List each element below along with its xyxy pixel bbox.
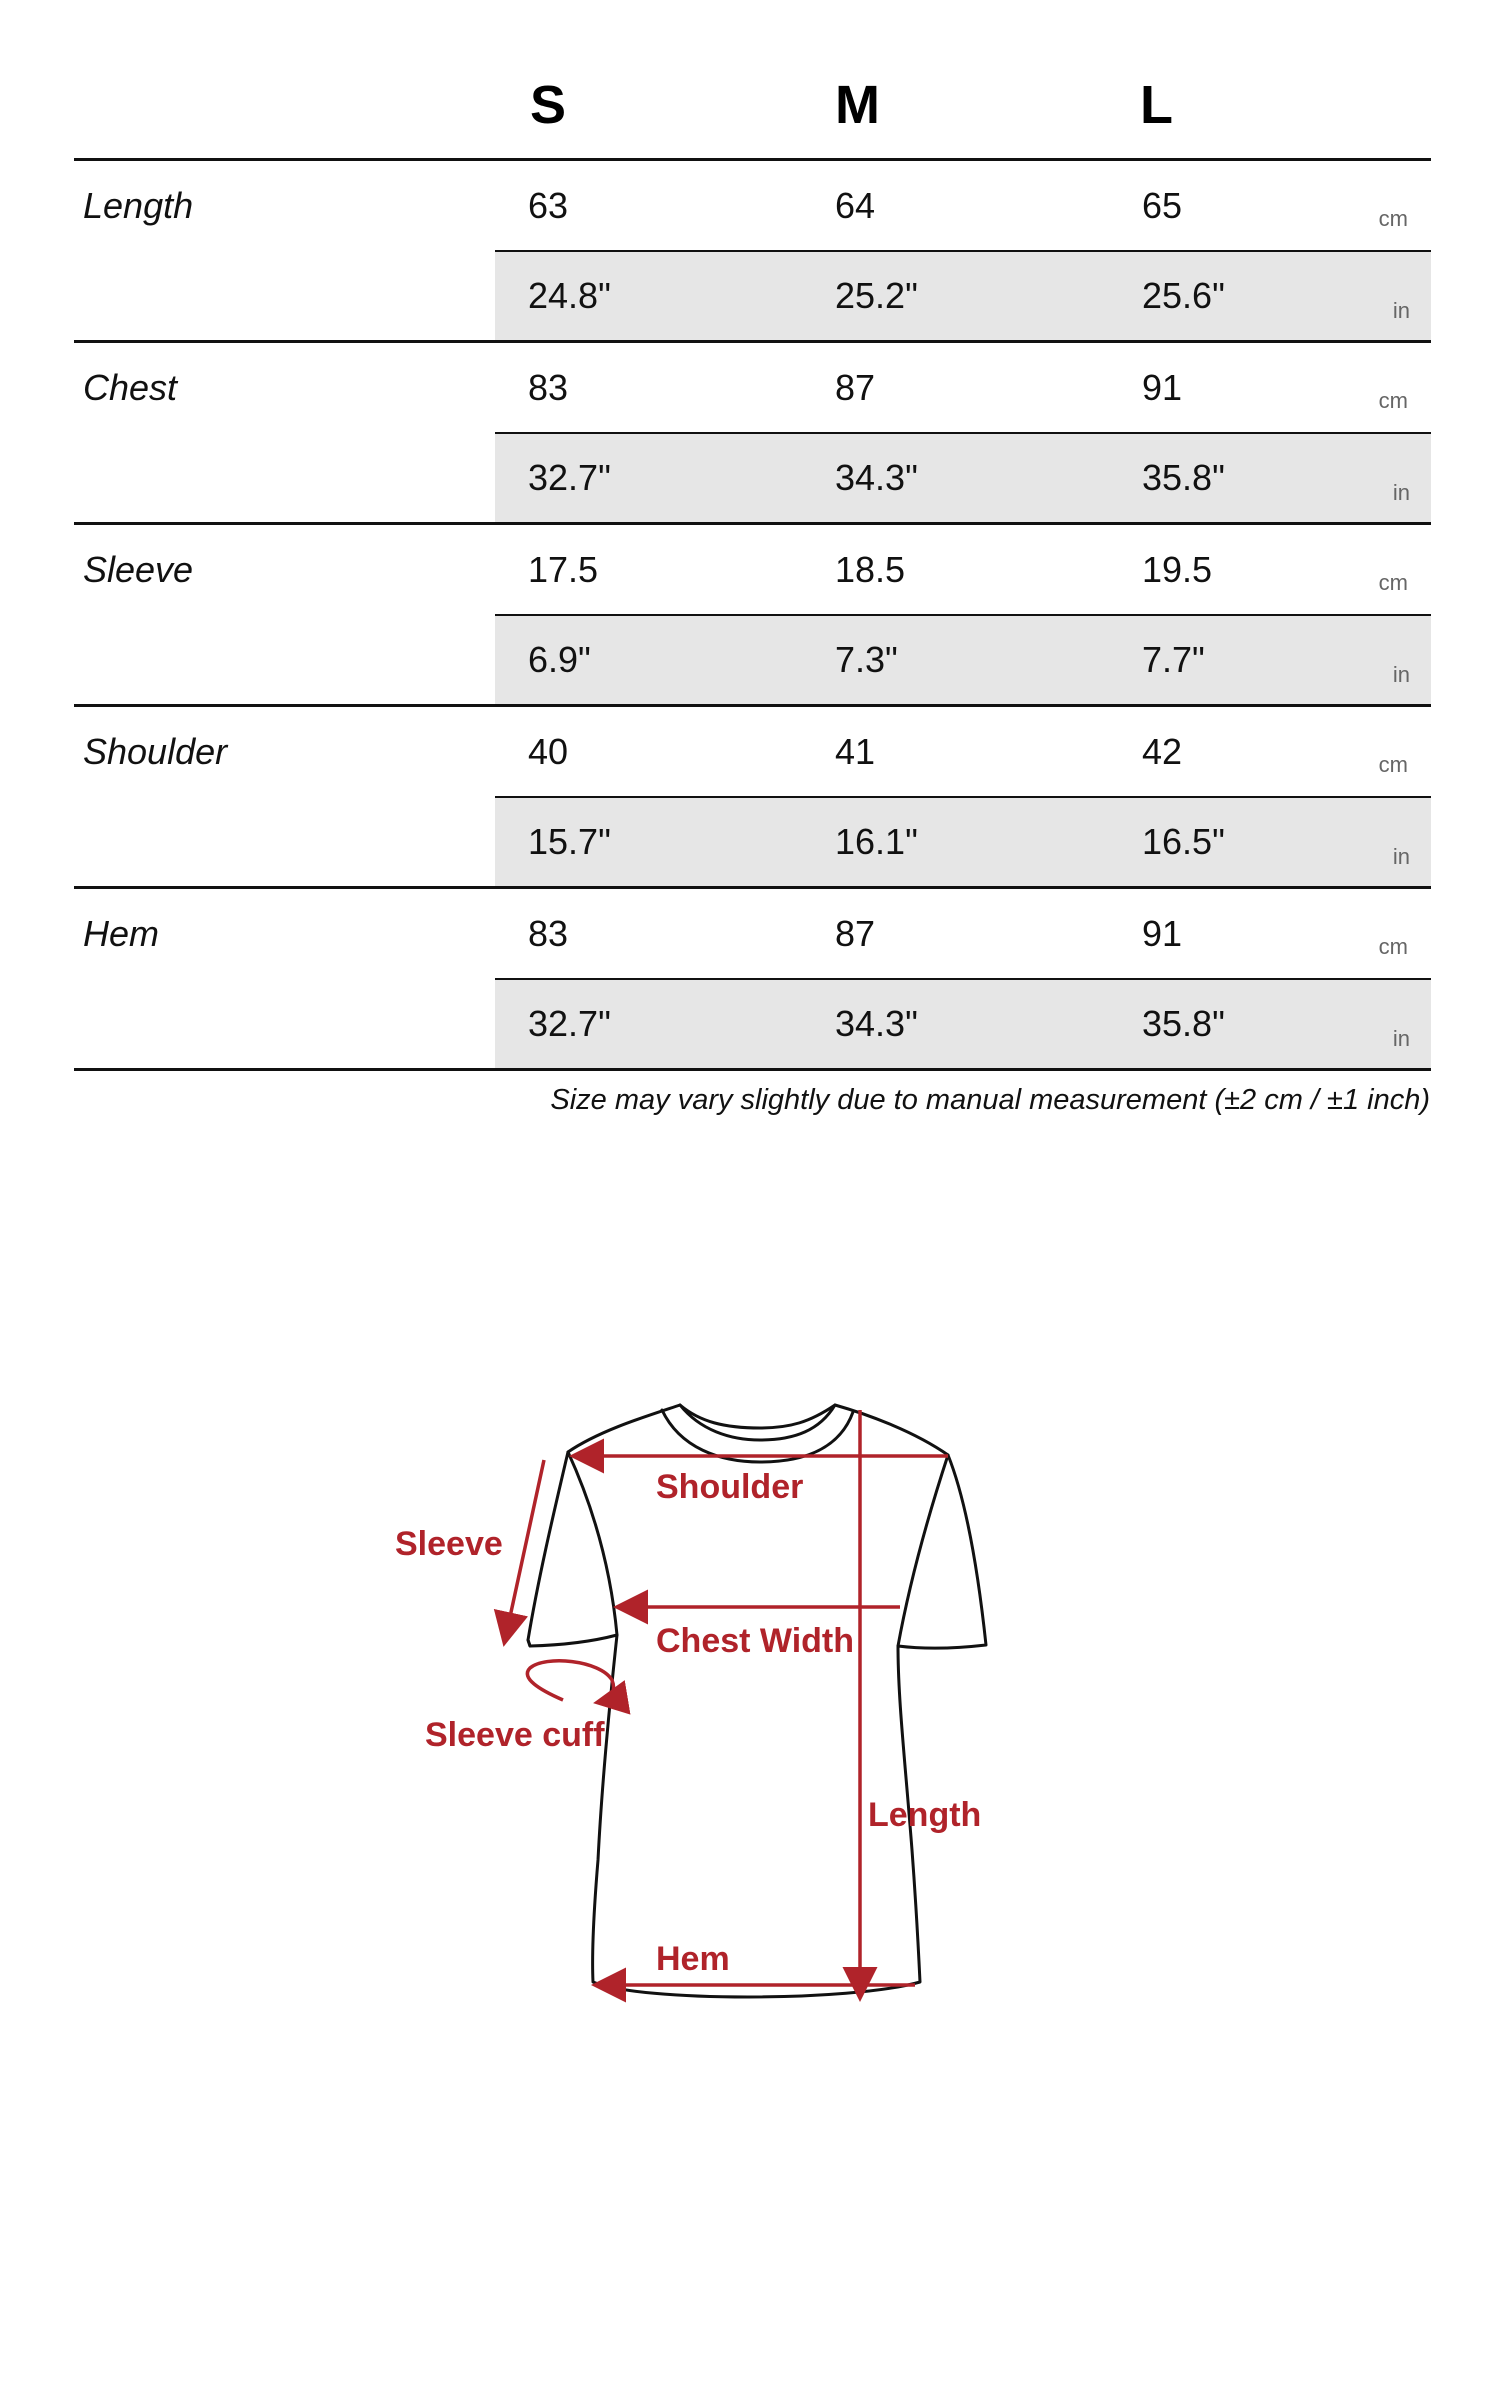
table-rule bbox=[495, 978, 1431, 980]
tshirt-left-armhole bbox=[568, 1452, 617, 1635]
unit-cm: cm bbox=[1378, 934, 1408, 959]
cell-shoulder-l-in: 16.5" bbox=[1142, 821, 1225, 862]
table-rule bbox=[74, 340, 1431, 343]
measure-label-sleeve: Sleeve bbox=[83, 549, 194, 590]
cell-shoulder-m-cm: 41 bbox=[835, 731, 876, 772]
cell-chest-s-cm: 83 bbox=[528, 367, 569, 408]
row-shade-shoulder-in bbox=[495, 798, 1431, 886]
cell-hem-m-in: 34.3" bbox=[835, 1003, 918, 1044]
cell-chest-s-in: 32.7" bbox=[528, 457, 611, 498]
tshirt-right-armhole bbox=[898, 1455, 948, 1646]
unit-in: in bbox=[1392, 298, 1410, 323]
measure-label-chest: Chest bbox=[83, 367, 178, 408]
unit-cm: cm bbox=[1378, 752, 1408, 777]
unit-cm: cm bbox=[1378, 388, 1408, 413]
cell-shoulder-m-in: 16.1" bbox=[835, 821, 918, 862]
cell-sleeve-l-in: 7.7" bbox=[1142, 639, 1205, 680]
measure-label-hem: Hem bbox=[83, 913, 160, 954]
table-rule bbox=[74, 704, 1431, 707]
row-shade-sleeve-in bbox=[495, 616, 1431, 704]
table-rule bbox=[495, 614, 1431, 616]
tshirt-left-cuff bbox=[528, 1640, 530, 1646]
table-rule bbox=[74, 1068, 1431, 1071]
table-rule bbox=[74, 886, 1431, 889]
cell-sleeve-m-in: 7.3" bbox=[835, 639, 898, 680]
tshirt-body-outline bbox=[528, 1405, 986, 1997]
measurement-arrows bbox=[505, 1410, 948, 1995]
cell-length-m-cm: 64 bbox=[835, 185, 876, 226]
diagram-labels bbox=[395, 1468, 981, 1978]
size-header-s: S bbox=[530, 75, 567, 135]
cell-chest-l-cm: 91 bbox=[1142, 367, 1183, 408]
cell-hem-s-cm: 83 bbox=[528, 913, 569, 954]
table-rule bbox=[495, 250, 1431, 252]
table-rule bbox=[74, 158, 1431, 161]
tshirt-collar-rib bbox=[680, 1405, 835, 1440]
cell-sleeve-s-cm: 17.5 bbox=[528, 549, 599, 590]
cell-chest-m-in: 34.3" bbox=[835, 457, 918, 498]
row-shade-hem-in bbox=[495, 980, 1431, 1068]
diagram-label-length: Length bbox=[868, 1796, 982, 1834]
measure-label-length: Length bbox=[83, 185, 194, 226]
tshirt-outline bbox=[528, 1405, 986, 1997]
cell-sleeve-l-cm: 19.5 bbox=[1142, 549, 1213, 590]
diagram-label-cuff: Sleeve cuff bbox=[425, 1716, 605, 1754]
unit-in: in bbox=[1392, 844, 1410, 869]
row-shade-length-in bbox=[495, 252, 1431, 340]
unit-cm: cm bbox=[1378, 570, 1408, 595]
size-header-m: M bbox=[835, 75, 880, 135]
diagram-label-chest: Chest Width bbox=[656, 1622, 855, 1660]
size-header-l: L bbox=[1140, 75, 1173, 135]
cell-shoulder-s-cm: 40 bbox=[528, 731, 569, 772]
table-rule bbox=[495, 796, 1431, 798]
unit-in: in bbox=[1392, 1026, 1410, 1051]
sleeve-arrow bbox=[505, 1460, 544, 1640]
cell-chest-l-in: 35.8" bbox=[1142, 457, 1225, 498]
cell-shoulder-s-in: 15.7" bbox=[528, 821, 611, 862]
size-chart-table bbox=[0, 0, 1500, 1150]
cell-length-s-cm: 63 bbox=[528, 185, 569, 226]
diagram-label-shoulder: Shoulder bbox=[656, 1468, 804, 1506]
cell-length-m-in: 25.2" bbox=[835, 275, 918, 316]
cell-shoulder-l-cm: 42 bbox=[1142, 731, 1183, 772]
cell-sleeve-m-cm: 18.5 bbox=[835, 549, 906, 590]
cell-length-l-in: 25.6" bbox=[1142, 275, 1225, 316]
cell-hem-s-in: 32.7" bbox=[528, 1003, 611, 1044]
unit-in: in bbox=[1392, 662, 1410, 687]
cell-sleeve-s-in: 6.9" bbox=[528, 639, 591, 680]
diagram-label-sleeve: Sleeve bbox=[395, 1525, 503, 1563]
row-shade-chest-in bbox=[495, 434, 1431, 522]
measure-label-shoulder: Shoulder bbox=[83, 731, 228, 772]
sleeve-cuff-arrow bbox=[527, 1661, 613, 1702]
cell-length-l-cm: 65 bbox=[1142, 185, 1183, 226]
table-rule bbox=[74, 522, 1431, 525]
table-rule bbox=[495, 432, 1431, 434]
cell-hem-m-cm: 87 bbox=[835, 913, 876, 954]
diagram-label-hem: Hem bbox=[656, 1940, 730, 1978]
tshirt-collar-inner bbox=[662, 1410, 853, 1462]
measurement-note: Size may vary slightly due to manual measurement (±2 cm / ±1 inch) bbox=[550, 1084, 1430, 1116]
cell-length-s-in: 24.8" bbox=[528, 275, 611, 316]
unit-cm: cm bbox=[1378, 206, 1408, 231]
cell-chest-m-cm: 87 bbox=[835, 367, 876, 408]
unit-in: in bbox=[1392, 480, 1410, 505]
cell-hem-l-in: 35.8" bbox=[1142, 1003, 1225, 1044]
cell-hem-l-cm: 91 bbox=[1142, 913, 1183, 954]
